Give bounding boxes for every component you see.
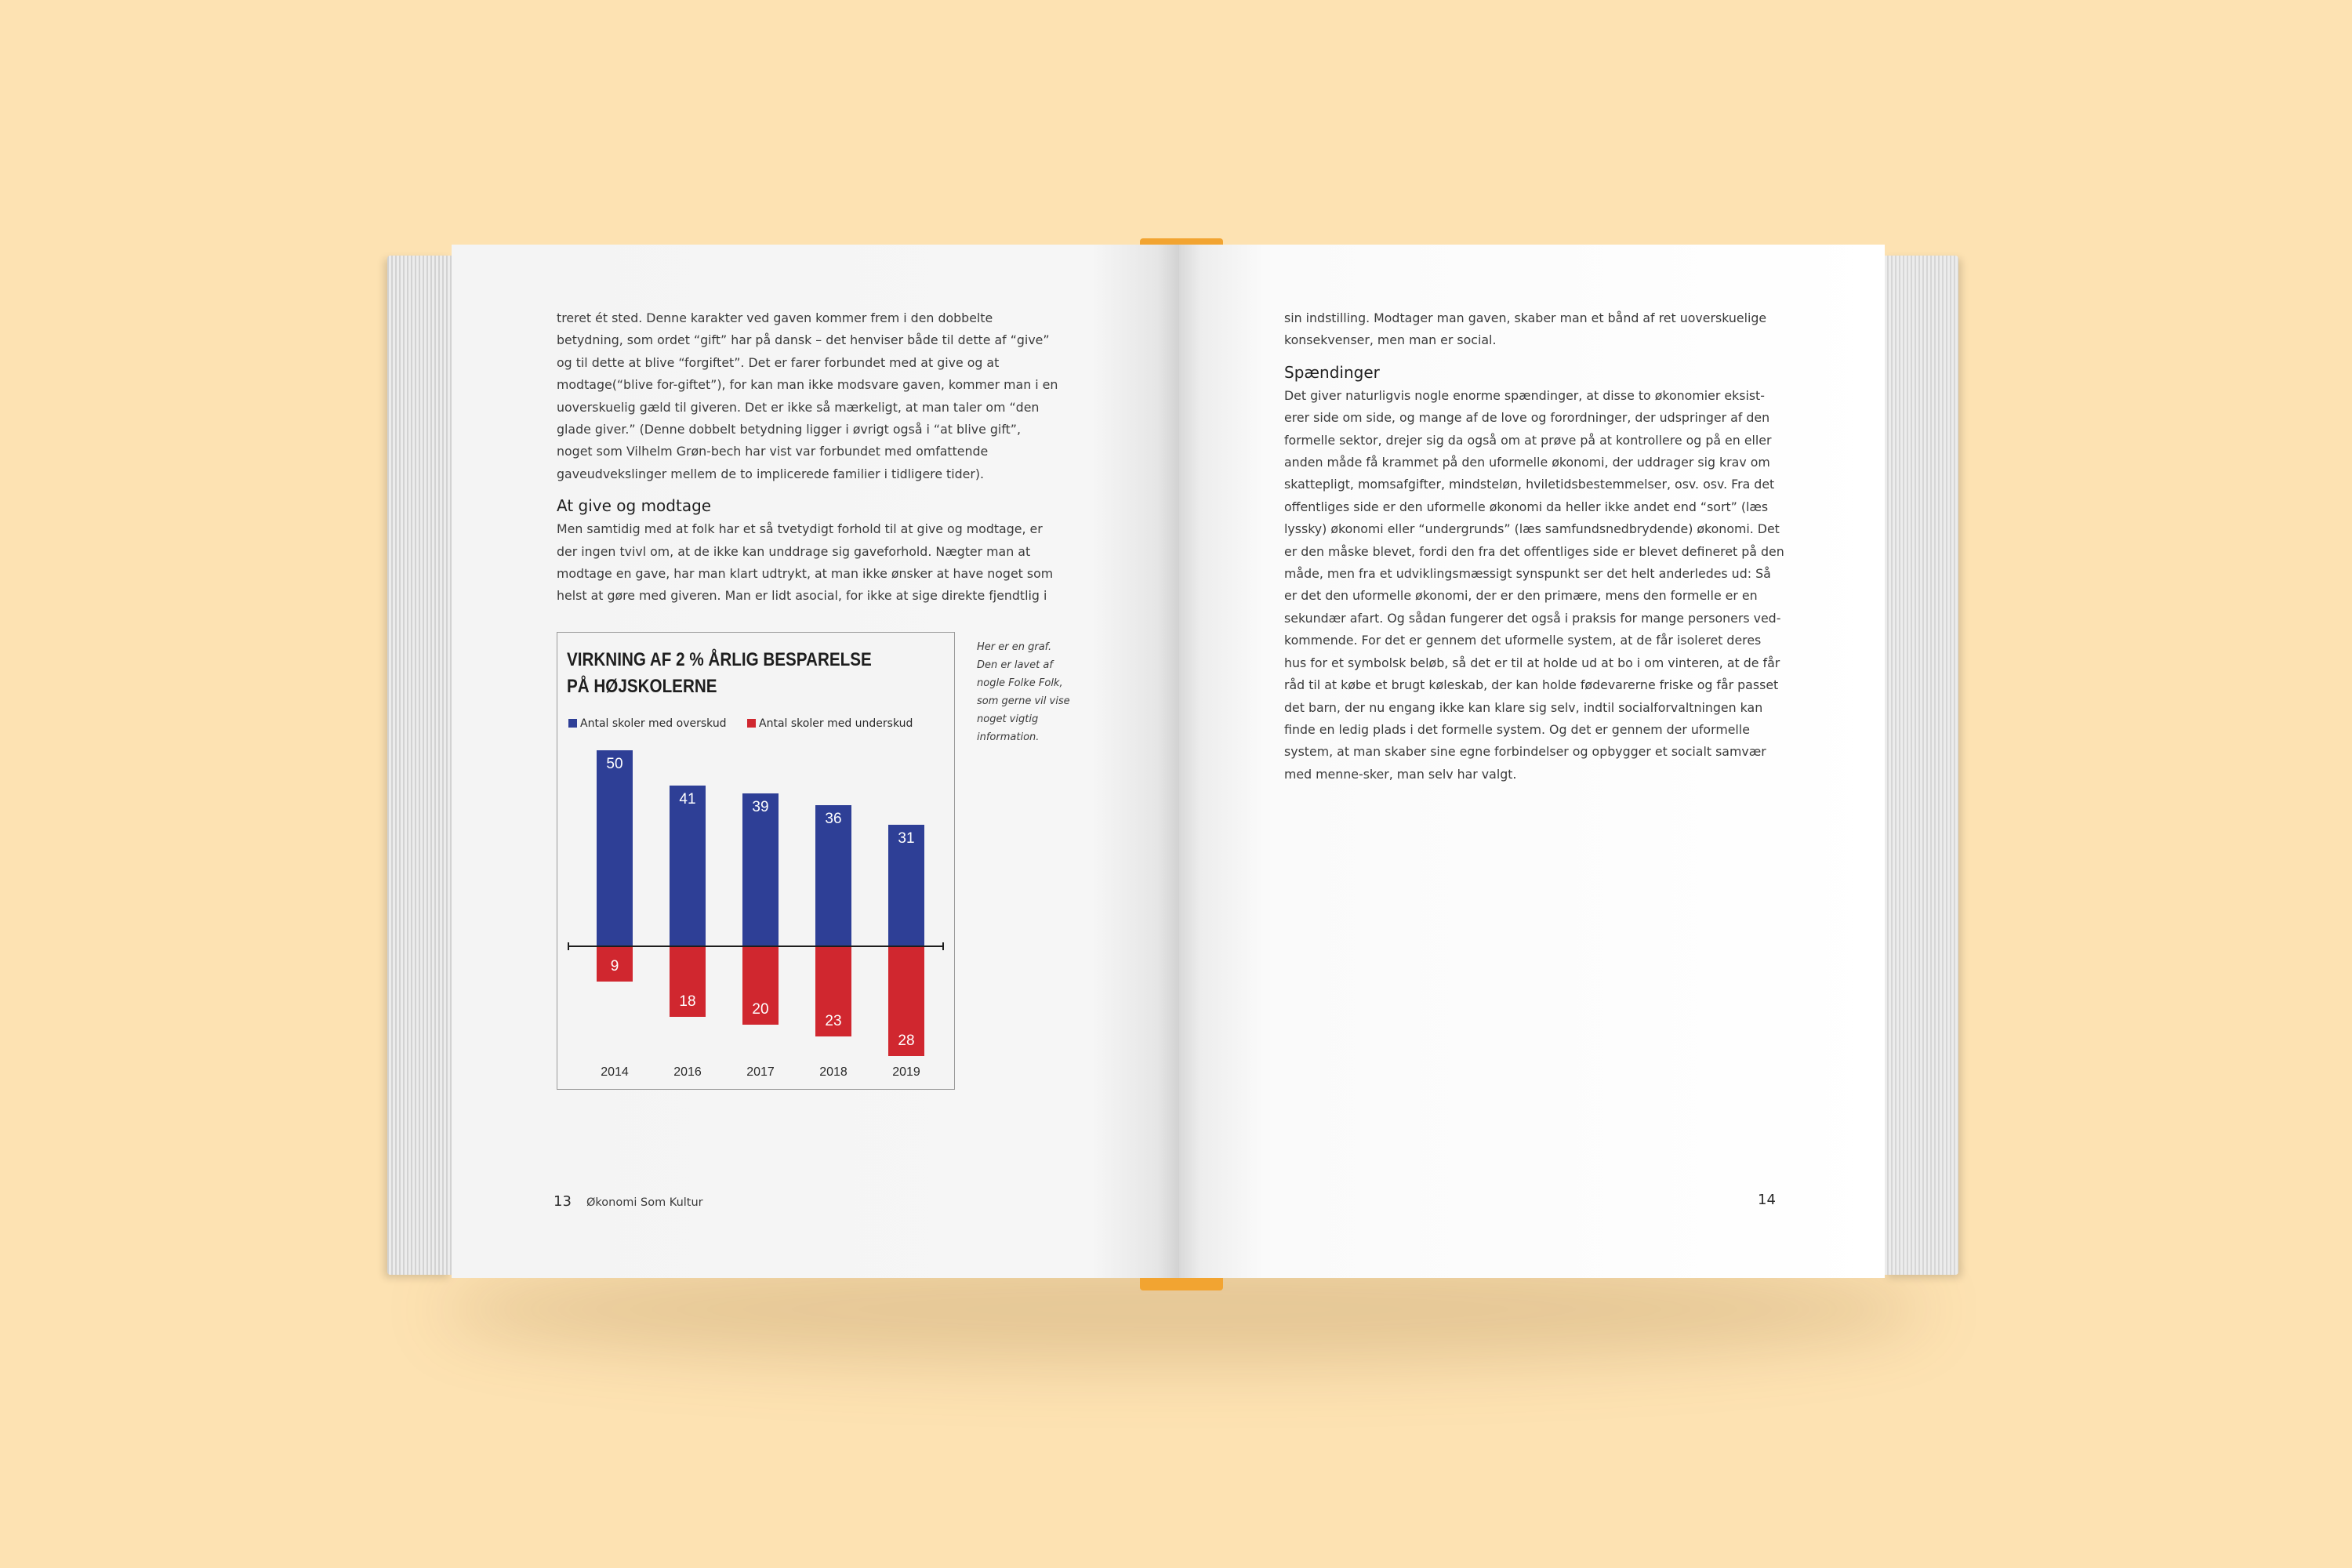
right-page [1179, 245, 1885, 1278]
chart-legend [568, 717, 930, 730]
bar-overskud-2017 [742, 793, 779, 946]
x-tick-label-2014: 2014 [601, 1065, 629, 1079]
right-paragraph-1: sin indstilling. Modtager man gaven, skaber man et bånd af ret uoverskuelige konsekvenser, men man er social. [1284, 310, 1767, 348]
legend-item-underskud [747, 717, 913, 730]
data-label-overskud-2019: 31 [898, 830, 915, 847]
data-label-underskud-2014: 9 [610, 958, 619, 975]
page-number-right: 14 [1758, 1192, 1776, 1208]
left-paragraph-1: treret ét sted. Denne karakter ved gaven kommer frem i den dobbelte betydning, som ordet “gift” har på dansk – det henviser både til dette af “give” og til dette at blive “forgiftet”. Det er farer forbundet med at give og at modtage(“blive for-giftet”), for kan man ikke modsvare gaven, kommer man i en uoverskuelig gæld til giveren. Det er ikke så mærkeligt, at man taler om “den glade giver.” (Denne dobbelt betydning ligger i øvrigt også i “at blive gift”, noget som Vilhelm Grøn-bech har vist var forbundet med omfattende gaveudvekslinger mellem de to implicerede familier i tidligere tider). [557, 310, 1058, 481]
chart-title-line-2: PÅ HØJSKOLERNE [567, 676, 717, 697]
left-paragraph-2: Men samtidig med at folk har et så tvetydigt forhold til at give og modtage, er der ingen tvivl om, at de ikke kan unddrage sig gaveforhold. Nægter man at modtage en gave, har man klart udtrykt, at man ikke ønsker at have noget som helst at gøre med giveren. Man er lidt asocial, for ikke at sige direkte fjendtlig i [557, 521, 1054, 604]
right-page-body [1284, 307, 1786, 786]
data-label-underskud-2018: 23 [825, 1013, 842, 1029]
page-edges-left [387, 256, 452, 1275]
left-section-heading: At give og modtage [557, 496, 712, 516]
bar-overskud-2014 [597, 750, 633, 946]
legend-label-underskud: Antal skoler med underskud [759, 717, 913, 730]
left-page-body [557, 307, 1058, 608]
data-label-underskud-2019: 28 [898, 1033, 915, 1049]
bar-overskud-2016 [670, 786, 706, 946]
bar-chart [557, 632, 955, 1090]
x-tick-label-2017: 2017 [746, 1065, 775, 1079]
x-tick-label-2016: 2016 [673, 1065, 702, 1079]
data-label-underskud-2017: 20 [752, 1001, 769, 1018]
data-label-overskud-2018: 36 [825, 811, 842, 827]
chart-plot-area [557, 742, 953, 1087]
right-section-heading: Spændinger [1284, 362, 1380, 382]
running-title: Økonomi Som Kultur [586, 1196, 703, 1209]
x-tick-label-2019: 2019 [892, 1065, 920, 1079]
legend-swatch-underskud [747, 719, 756, 728]
data-label-overskud-2016: 41 [679, 791, 696, 808]
data-label-overskud-2017: 39 [752, 799, 769, 815]
data-label-overskud-2014: 50 [606, 756, 623, 772]
legend-item-overskud [568, 717, 727, 730]
legend-swatch-overskud [568, 719, 577, 728]
x-tick-label-2018: 2018 [819, 1065, 848, 1079]
data-label-underskud-2016: 18 [679, 993, 696, 1010]
chart-title-line-1: VIRKNING AF 2 % ÅRLIG BESPARELSE [567, 649, 872, 670]
page-edges-right [1885, 256, 1958, 1275]
chart-caption: Her er en graf. Den er lavet af nogle Folke Folk, som gerne vil vise noget vigtig information. [977, 641, 1070, 743]
legend-label-overskud: Antal skoler med overskud [580, 717, 727, 730]
open-book [387, 245, 1958, 1284]
right-paragraph-2: Det giver naturligvis nogle enorme spændinger, at disse to økonomier eksist-erer side om side, og mange af de love og forordninger, der udspringer af den formelle sektor, drejer sig da også om at prøve på at kontrollere og på en eller anden måde få krammet på den uformelle økonomi, der uddrager sig krav om skattepligt, momsafgifter, mindsteløn, hviletidsbestemmelser, osv. osv. Fra det offentliges side er den uformelle økonomi da heller ikke andet end “sort” (læs lyssky) økonomi eller “undergrunds” (læs samfundsnedbrydende) økonomi. Det er den måske blevet, fordi den fra det offentliges side er blevet defineret på den måde, men fra et udviklingsmæssigt synspunkt ser det helt anderledes ud: Så er det den uformelle økonomi, der er den primære, mens den formelle er en sekundær afart. Og sådan fungerer det også i praksis for mange personers ved-kommende. For det er gennem det uformelle system, at de får isoleret deres hus for et symbolsk beløb, så det er til at holde ud at bo i om vinteren, at de får råd til at købe et brugt køleskab, der kan holde fødevarerne friske og får passet det barn, der nu engang ikke kan klare sig selv, indtil socialforvaltningen kan finde en ledig plads i det formelle system. Og det er gennem der uformelle system, at man skaber sine egne forbindelser og opbygger et socialt samvær med menne-sker, man selv har valgt. [1284, 387, 1784, 782]
chart-title [567, 647, 891, 700]
page-number-left: 13 [554, 1193, 572, 1210]
left-page [452, 245, 1179, 1278]
